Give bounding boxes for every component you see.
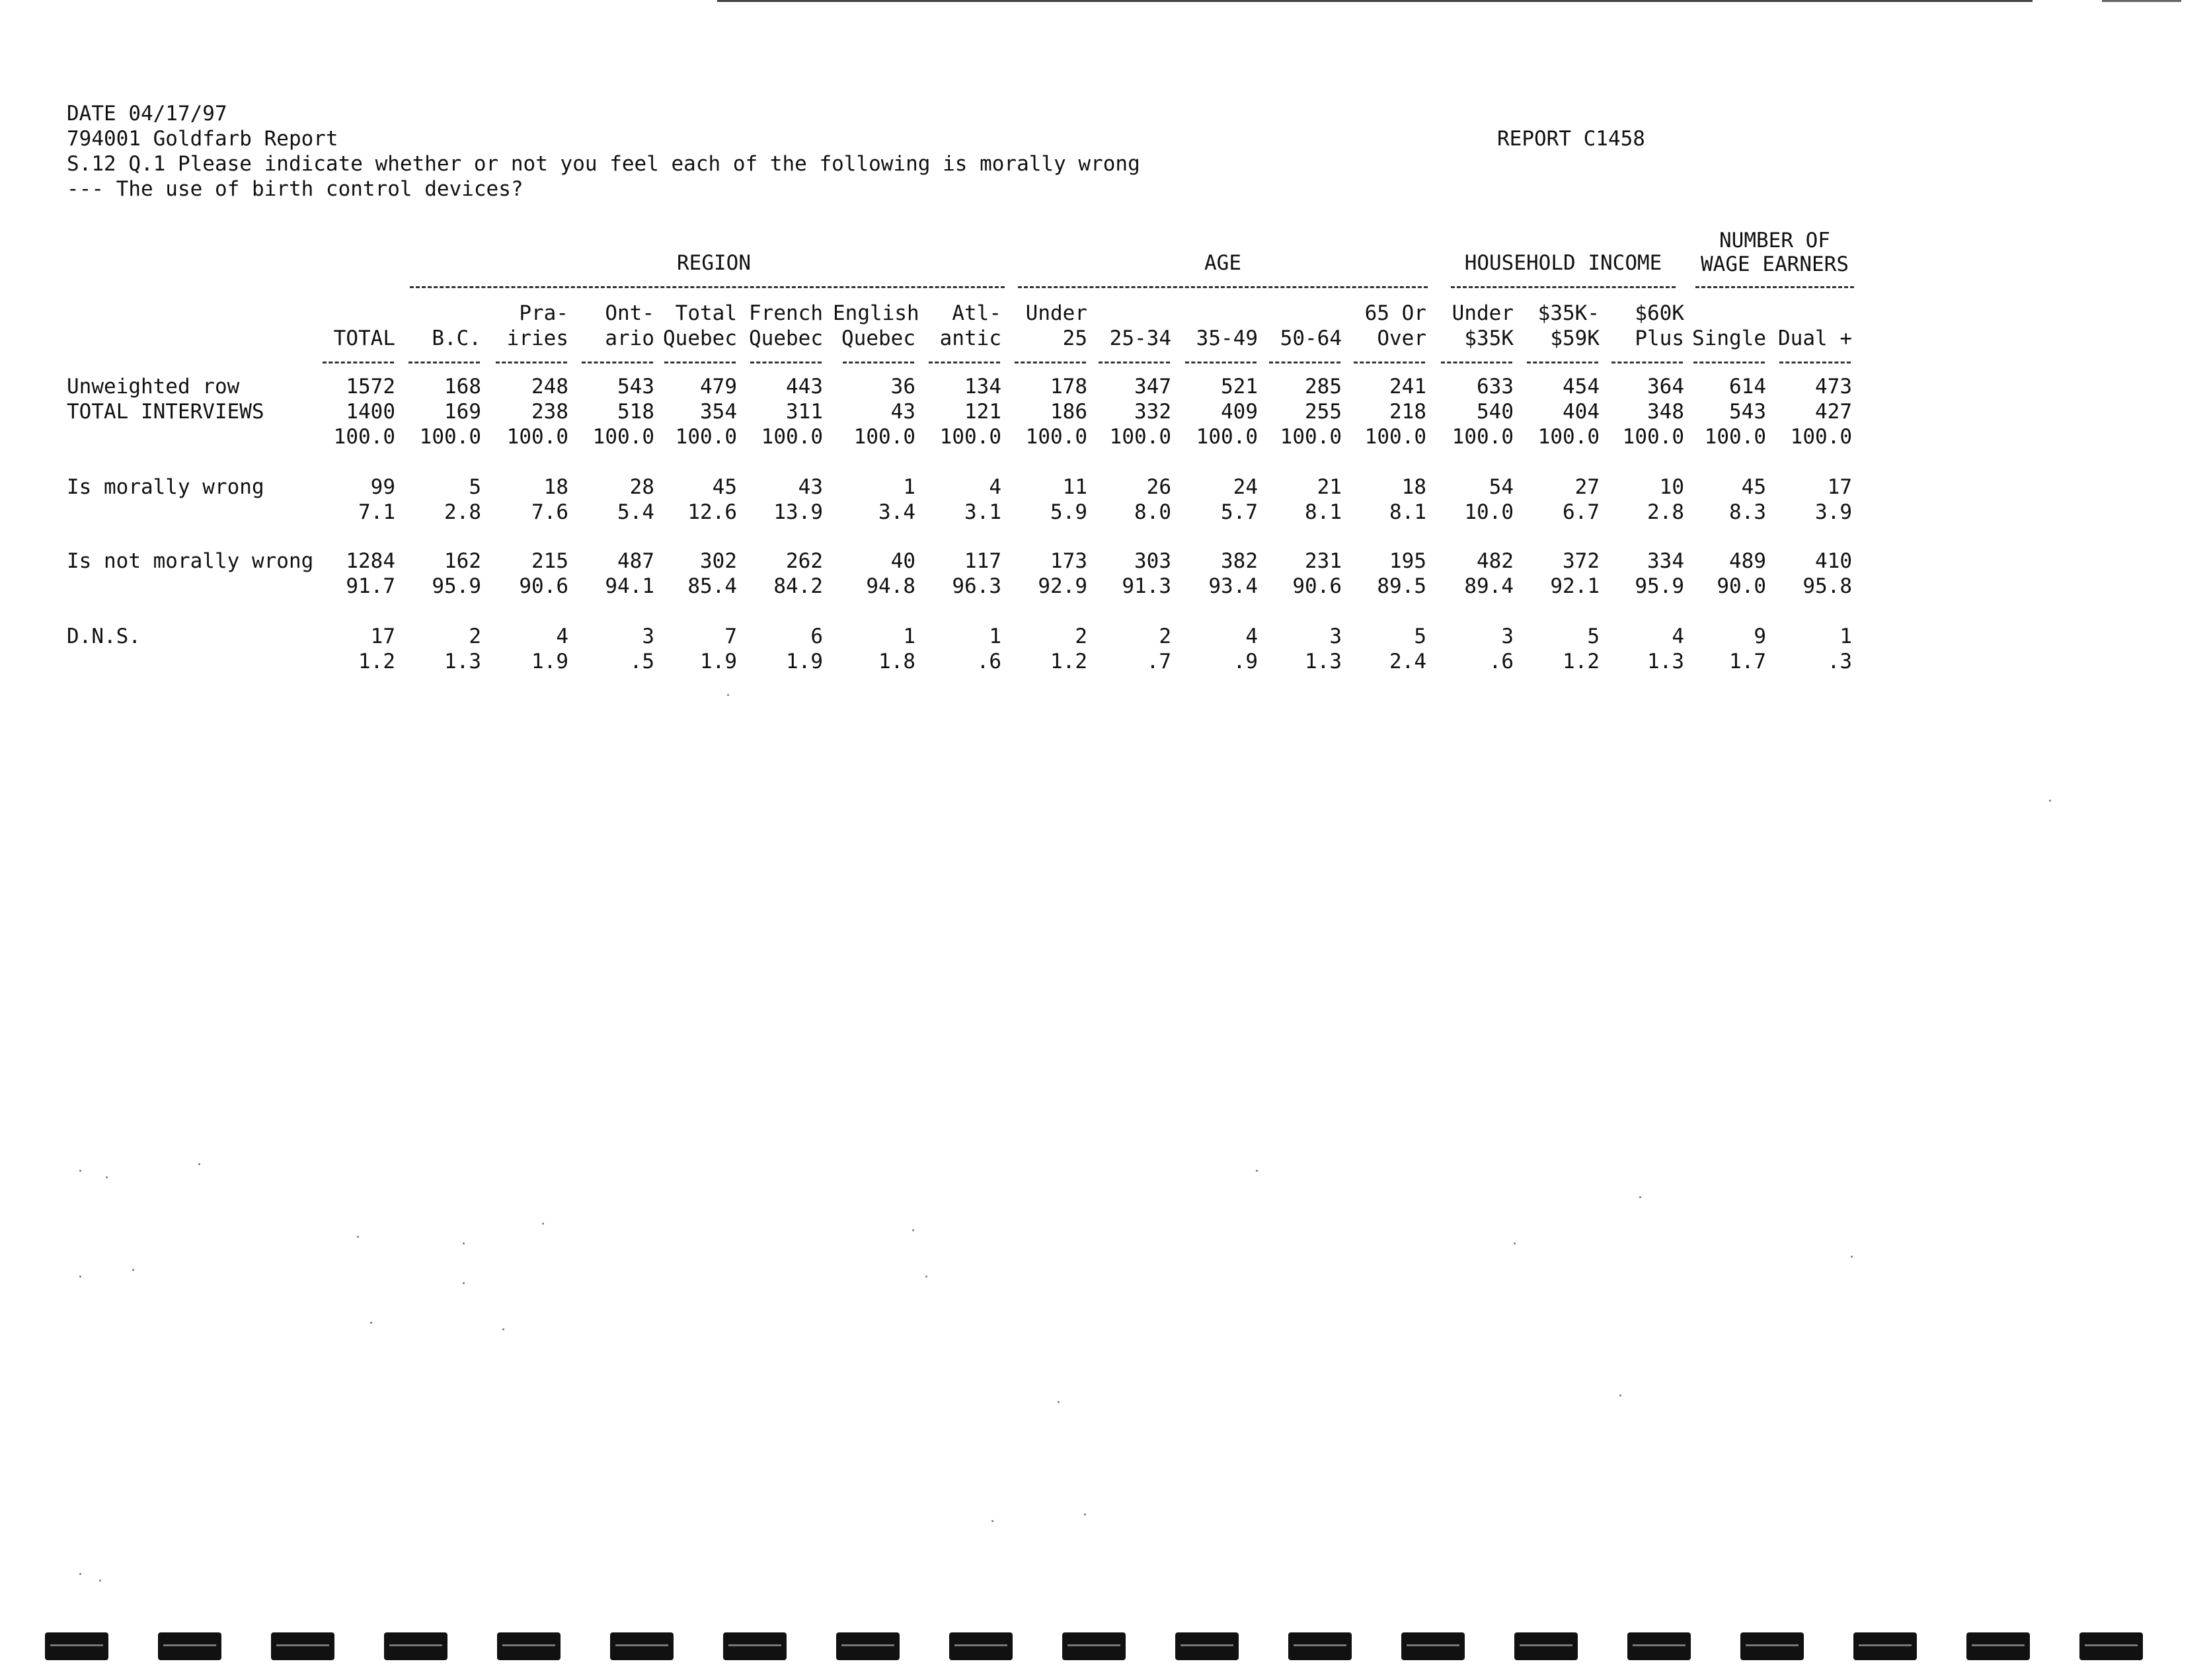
table-cell: 24	[1233, 475, 1258, 499]
punch-hole	[2079, 1632, 2143, 1660]
scan-speck	[991, 1520, 993, 1522]
table-cell: 285	[1305, 375, 1342, 399]
table-cell: 186	[1050, 400, 1087, 424]
column-header: 50-64	[1280, 326, 1342, 350]
punch-hole	[1514, 1632, 1578, 1660]
scan-speck	[542, 1223, 544, 1225]
table-cell: 45	[712, 475, 737, 499]
column-header: $60K	[1635, 301, 1684, 325]
table-cell: 9	[1754, 625, 1766, 648]
table-cell: 404	[1563, 400, 1600, 424]
column-rule	[1269, 362, 1340, 363]
table-cell: 1.2	[1563, 650, 1600, 673]
punch-hole	[610, 1632, 674, 1660]
punch-hole	[1288, 1632, 1352, 1660]
table-cell: 173	[1050, 549, 1087, 573]
column-rule	[496, 362, 567, 363]
table-cell: 489	[1729, 549, 1766, 573]
table-cell: 255	[1305, 400, 1342, 424]
table-cell: 100.0	[939, 425, 1001, 449]
table-cell: 5.4	[617, 500, 654, 524]
table-cell: 2.8	[1647, 500, 1684, 524]
column-header: Quebec	[663, 326, 737, 350]
scan-speck	[502, 1328, 504, 1330]
table-cell: 5	[1414, 625, 1426, 648]
punch-hole	[1853, 1632, 1917, 1660]
table-cell: .6	[976, 650, 1001, 673]
table-cell: 117	[964, 549, 1001, 573]
table-cell: 169	[444, 400, 481, 424]
group-wage-line1: NUMBER OF	[1719, 229, 1830, 252]
column-header: Plus	[1635, 326, 1684, 350]
column-header: Over	[1377, 326, 1426, 350]
table-cell: 21	[1317, 475, 1342, 499]
table-cell: 10	[1659, 475, 1684, 499]
punch-hole	[271, 1632, 334, 1660]
table-cell: 1284	[346, 549, 395, 573]
table-cell: 100.0	[333, 425, 395, 449]
scan-speck	[463, 1282, 465, 1284]
table-cell: 27	[1574, 475, 1600, 499]
column-header: antic	[939, 326, 1001, 350]
table-cell: 90.0	[1717, 574, 1766, 598]
scan-speck	[1514, 1242, 1516, 1244]
table-cell: 85.4	[687, 574, 737, 598]
column-rule	[1015, 362, 1086, 363]
table-cell: 36	[890, 375, 915, 399]
table-cell: 1	[989, 625, 1001, 648]
scan-speck	[1084, 1513, 1086, 1515]
column-header: French	[749, 301, 823, 325]
table-cell: 348	[1647, 400, 1684, 424]
table-cell: 1	[903, 625, 915, 648]
table-cell: 1.3	[444, 650, 481, 673]
group-income: HOUSEHOLD INCOME	[1464, 251, 1662, 275]
table-cell: 54	[1489, 475, 1514, 499]
scan-speck	[1639, 1196, 1641, 1198]
row-label: Unweighted row	[67, 375, 240, 399]
column-rule	[750, 362, 822, 363]
punch-hole	[45, 1632, 108, 1660]
table-cell: 100.0	[1622, 425, 1684, 449]
table-cell: 100.0	[506, 425, 568, 449]
table-cell: 100.0	[1364, 425, 1426, 449]
table-cell: 100.0	[1280, 425, 1342, 449]
table-cell: 1	[903, 475, 915, 499]
scan-speck	[357, 1236, 359, 1238]
table-cell: 5	[1587, 625, 1600, 648]
table-cell: .7	[1146, 650, 1171, 673]
table-cell: 5.9	[1050, 500, 1087, 524]
table-cell: 100.0	[1537, 425, 1600, 449]
column-rule	[408, 362, 480, 363]
column-header: ario	[605, 326, 654, 350]
punch-hole	[1401, 1632, 1465, 1660]
table-cell: 5	[469, 475, 481, 499]
table-cell: 302	[700, 549, 737, 573]
scan-speck	[106, 1176, 108, 1178]
table-cell: 12.6	[687, 500, 737, 524]
table-cell: 11	[1062, 475, 1087, 499]
table-cell: 3.4	[878, 500, 915, 524]
column-rule	[664, 362, 736, 363]
column-header: $35K	[1464, 326, 1514, 350]
table-cell: 17	[370, 625, 395, 648]
punch-hole	[384, 1632, 447, 1660]
column-header: Ont-	[605, 301, 654, 325]
table-cell: 18	[1401, 475, 1426, 499]
table-cell: 4	[556, 625, 568, 648]
table-cell: 100.0	[853, 425, 915, 449]
table-cell: 91.3	[1122, 574, 1171, 598]
punch-hole	[1062, 1632, 1126, 1660]
column-header: Total	[675, 301, 737, 325]
column-header: 35-49	[1196, 326, 1258, 350]
scan-speck	[370, 1322, 372, 1324]
table-cell: 95.9	[1635, 574, 1684, 598]
table-cell: 195	[1389, 549, 1426, 573]
scan-speck	[99, 1580, 101, 1582]
table-cell: 241	[1389, 375, 1426, 399]
column-header: Dual +	[1778, 326, 1852, 350]
scan-speck	[1256, 1170, 1258, 1172]
row-label: TOTAL INTERVIEWS	[67, 400, 264, 424]
table-cell: 479	[700, 375, 737, 399]
table-cell: 92.9	[1038, 574, 1087, 598]
table-cell: 6.7	[1563, 500, 1600, 524]
punch-hole	[1627, 1632, 1691, 1660]
group-age: AGE	[1204, 251, 1241, 275]
scan-speck	[1619, 1394, 1621, 1396]
table-cell: 40	[890, 549, 915, 573]
group-region: REGION	[677, 251, 751, 275]
table-cell: 10.0	[1464, 500, 1514, 524]
scan-speck	[132, 1269, 134, 1271]
column-header: TOTAL	[333, 326, 395, 350]
table-cell: 215	[531, 549, 568, 573]
column-rule	[1354, 362, 1425, 363]
column-header: Quebec	[749, 326, 823, 350]
scan-speck	[925, 1276, 927, 1278]
table-cell: 121	[964, 400, 1001, 424]
table-cell: 94.8	[866, 574, 915, 598]
table-cell: 134	[964, 375, 1001, 399]
table-cell: 410	[1815, 549, 1852, 573]
table-cell: 409	[1221, 400, 1258, 424]
row-label: D.N.S.	[67, 625, 141, 648]
table-cell: 334	[1647, 549, 1684, 573]
top-edge-rule	[717, 0, 2033, 2]
report-id: REPORT C1458	[1497, 127, 1645, 151]
table-cell: 218	[1389, 400, 1426, 424]
scan-speck	[79, 1276, 81, 1278]
column-rule	[1693, 362, 1765, 363]
group-income-rule	[1451, 286, 1676, 288]
table-cell: 95.8	[1802, 574, 1852, 598]
row-label: Is morally wrong	[67, 475, 264, 499]
table-cell: 3	[642, 625, 654, 648]
table-cell: 6	[810, 625, 823, 648]
table-cell: 1.2	[358, 650, 395, 673]
column-header: Under	[1452, 301, 1514, 325]
table-cell: 8.3	[1729, 500, 1766, 524]
table-cell: 1.7	[1729, 650, 1766, 673]
column-rule	[1779, 362, 1851, 363]
table-cell: 2	[469, 625, 481, 648]
table-cell: 231	[1305, 549, 1342, 573]
table-cell: 89.5	[1377, 574, 1426, 598]
table-cell: 96.3	[952, 574, 1001, 598]
table-cell: 248	[531, 375, 568, 399]
table-cell: 311	[786, 400, 823, 424]
table-cell: 17	[1827, 475, 1852, 499]
table-cell: 473	[1815, 375, 1852, 399]
column-header: 65 Or	[1364, 301, 1426, 325]
table-cell: 90.6	[519, 574, 568, 598]
table-cell: 7	[724, 625, 737, 648]
punch-hole	[497, 1632, 561, 1660]
question-line: S.12 Q.1 Please indicate whether or not you feel each of the following is morally wrong	[67, 152, 1140, 176]
column-header: Quebec	[841, 326, 915, 350]
table-cell: 354	[700, 400, 737, 424]
column-header: English	[833, 301, 919, 325]
column-header: $35K-	[1537, 301, 1600, 325]
table-cell: 26	[1146, 475, 1171, 499]
column-rule	[843, 362, 914, 363]
column-rule	[929, 362, 1000, 363]
table-cell: 1.9	[786, 650, 823, 673]
table-cell: 8.0	[1134, 500, 1171, 524]
table-cell: 1572	[346, 375, 395, 399]
table-cell: 427	[1815, 400, 1852, 424]
table-cell: 1	[1840, 625, 1852, 648]
table-cell: .3	[1827, 650, 1852, 673]
table-cell: 91.7	[346, 574, 395, 598]
table-cell: 100.0	[1704, 425, 1766, 449]
scan-speck	[2049, 800, 2051, 802]
table-cell: 3	[1329, 625, 1342, 648]
punch-hole	[158, 1632, 221, 1660]
table-cell: 2.8	[444, 500, 481, 524]
sub-question-line: --- The use of birth control devices?	[67, 177, 523, 201]
table-cell: 540	[1477, 400, 1514, 424]
table-cell: 443	[786, 375, 823, 399]
column-header: Atl-	[952, 301, 1001, 325]
table-cell: 5.7	[1221, 500, 1258, 524]
table-cell: 487	[617, 549, 654, 573]
table-cell: 238	[531, 400, 568, 424]
table-cell: 94.1	[605, 574, 654, 598]
table-cell: 1.9	[700, 650, 737, 673]
column-header: B.C.	[432, 326, 481, 350]
column-header: iries	[506, 326, 568, 350]
scan-speck	[1058, 1401, 1060, 1403]
scan-speck	[463, 1242, 465, 1244]
table-cell: 45	[1741, 475, 1766, 499]
table-cell: 518	[617, 400, 654, 424]
column-rule	[1441, 362, 1512, 363]
table-cell: 3	[1501, 625, 1514, 648]
column-rule	[323, 362, 394, 363]
column-header: $59K	[1550, 326, 1600, 350]
table-cell: 100.0	[675, 425, 737, 449]
table-cell: 8.1	[1389, 500, 1426, 524]
table-cell: 43	[798, 475, 823, 499]
group-wage-line2: WAGE EARNERS	[1701, 252, 1849, 276]
table-cell: 633	[1477, 375, 1514, 399]
table-cell: 13.9	[773, 500, 823, 524]
table-cell: 89.4	[1464, 574, 1514, 598]
column-header: 25-34	[1109, 326, 1171, 350]
table-cell: 372	[1563, 549, 1600, 573]
table-cell: 100.0	[592, 425, 654, 449]
scan-speck	[727, 694, 729, 696]
table-cell: 1400	[346, 400, 395, 424]
punch-hole	[949, 1632, 1013, 1660]
table-cell: 93.4	[1208, 574, 1258, 598]
table-cell: 1.9	[531, 650, 568, 673]
table-cell: 2.4	[1389, 650, 1426, 673]
table-cell: 364	[1647, 375, 1684, 399]
scan-speck	[79, 1573, 81, 1575]
punch-hole	[1966, 1632, 2030, 1660]
table-cell: 4	[1245, 625, 1258, 648]
column-rule	[1099, 362, 1170, 363]
table-cell: 543	[1729, 400, 1766, 424]
table-cell: 303	[1134, 549, 1171, 573]
table-cell: 8.1	[1305, 500, 1342, 524]
punch-hole	[836, 1632, 900, 1660]
table-cell: 43	[890, 400, 915, 424]
table-cell: 4	[1672, 625, 1684, 648]
column-rule	[1611, 362, 1683, 363]
column-header: Under	[1025, 301, 1087, 325]
table-cell: 100.0	[1025, 425, 1087, 449]
table-cell: 262	[786, 549, 823, 573]
table-cell: 1.8	[878, 650, 915, 673]
table-cell: 99	[370, 475, 395, 499]
table-cell: 3.9	[1815, 500, 1852, 524]
table-cell: 100.0	[1196, 425, 1258, 449]
group-region-rule	[410, 286, 1005, 288]
group-wage-rule	[1695, 286, 1854, 288]
punch-hole	[1175, 1632, 1239, 1660]
table-cell: 92.1	[1550, 574, 1600, 598]
scan-speck	[198, 1163, 200, 1165]
table-cell: .9	[1233, 650, 1258, 673]
table-cell: 84.2	[773, 574, 823, 598]
scan-speck	[79, 1170, 81, 1172]
table-cell: 521	[1221, 375, 1258, 399]
table-cell: 100.0	[1452, 425, 1514, 449]
punch-hole	[723, 1632, 787, 1660]
table-cell: 7.6	[531, 500, 568, 524]
table-cell: 332	[1134, 400, 1171, 424]
table-cell: 1.2	[1050, 650, 1087, 673]
table-cell: 95.9	[432, 574, 481, 598]
table-cell: 100.0	[419, 425, 481, 449]
table-cell: 3.1	[964, 500, 1001, 524]
column-header: 25	[1062, 326, 1087, 350]
table-cell: 178	[1050, 375, 1087, 399]
table-cell: 100.0	[1109, 425, 1171, 449]
group-age-rule	[1018, 286, 1428, 288]
column-header: Pra-	[519, 301, 568, 325]
table-cell: 7.1	[358, 500, 395, 524]
table-cell: 382	[1221, 549, 1258, 573]
table-cell: 1.3	[1305, 650, 1342, 673]
column-header: Single	[1692, 326, 1766, 350]
table-cell: 347	[1134, 375, 1171, 399]
table-cell: 543	[617, 375, 654, 399]
table-cell: 2	[1075, 625, 1087, 648]
column-rule	[1185, 362, 1257, 363]
top-edge-rule	[2102, 0, 2181, 2]
scan-speck	[912, 1229, 914, 1231]
column-rule	[1527, 362, 1598, 363]
table-cell: 28	[629, 475, 654, 499]
column-rule	[582, 362, 653, 363]
date-line: DATE 04/17/97	[67, 102, 227, 126]
table-cell: .5	[629, 650, 654, 673]
punch-hole	[1740, 1632, 1804, 1660]
table-cell: 1.3	[1647, 650, 1684, 673]
report-name: 794001 Goldfarb Report	[67, 127, 338, 151]
table-cell: .6	[1489, 650, 1514, 673]
table-cell: 454	[1563, 375, 1600, 399]
table-cell: 2	[1159, 625, 1171, 648]
table-cell: 614	[1729, 375, 1766, 399]
table-cell: 162	[444, 549, 481, 573]
table-cell: 482	[1477, 549, 1514, 573]
table-cell: 100.0	[761, 425, 823, 449]
table-cell: 100.0	[1790, 425, 1852, 449]
scan-speck	[1851, 1256, 1853, 1258]
row-label: Is not morally wrong	[67, 549, 314, 573]
table-cell: 168	[444, 375, 481, 399]
table-cell: 18	[543, 475, 568, 499]
table-cell: 90.6	[1292, 574, 1342, 598]
table-cell: 4	[989, 475, 1001, 499]
